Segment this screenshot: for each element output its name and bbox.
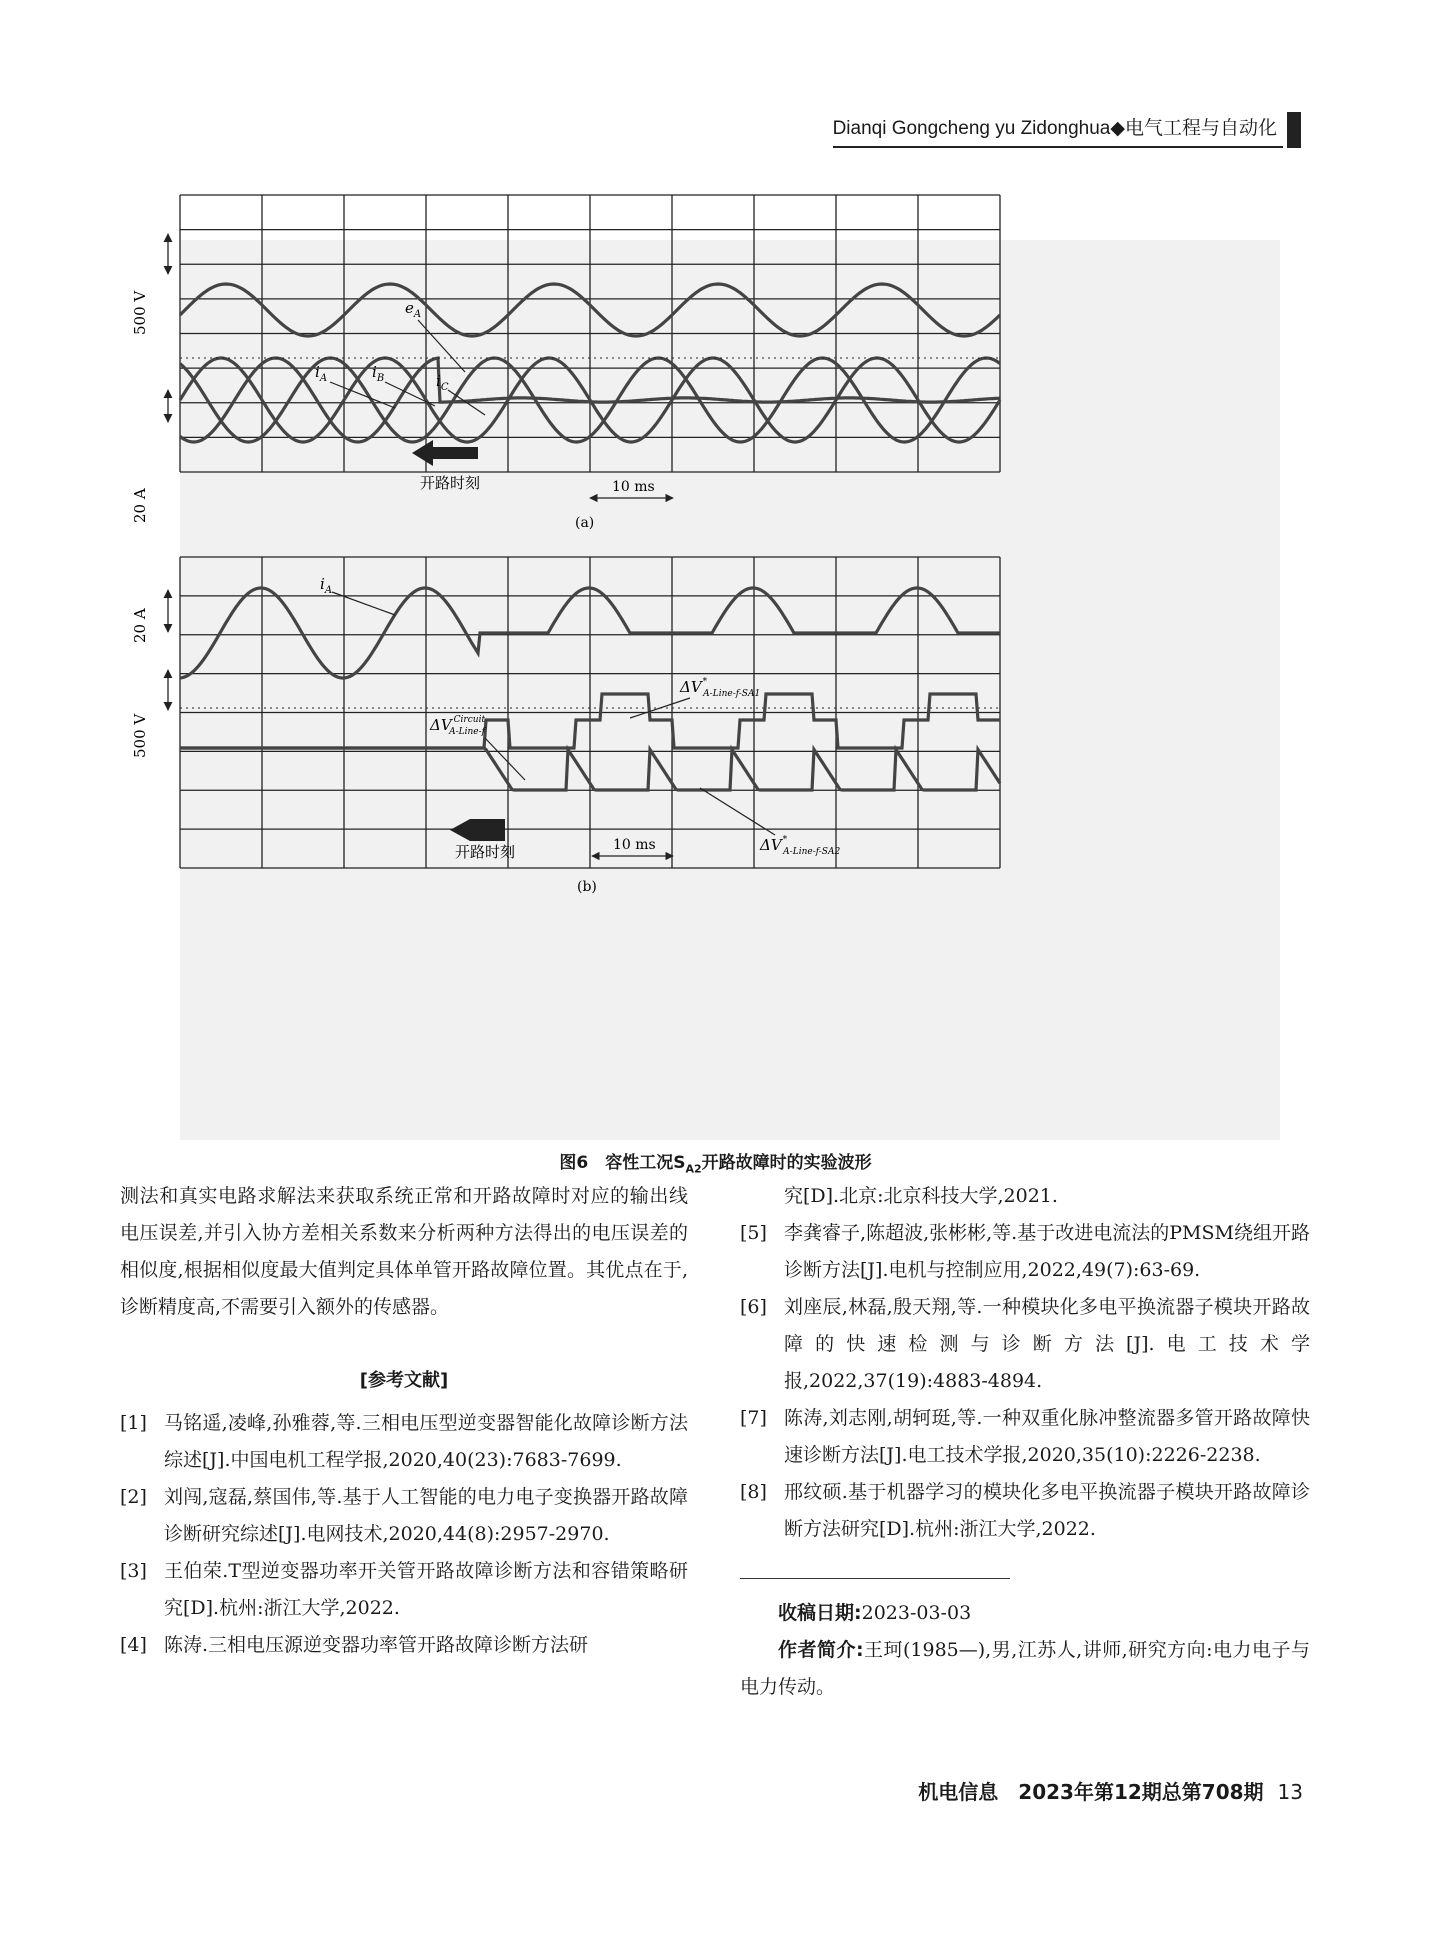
scale-v-a: 500 V	[131, 290, 149, 335]
scale-v-b: 500 V	[131, 713, 149, 758]
reference-text: 陈涛,刘志刚,胡轲珽,等.一种双重化脉冲整流器多管开路故障快速诊断方法[J].电工技术学报,2020,35(10):2226-2238.	[784, 1407, 1310, 1466]
references-heading: [参考文献]	[359, 1370, 449, 1391]
label-iB: $i_B$	[372, 363, 385, 384]
reference-text: 邢纹硕.基于机器学习的模块化多电平换流器子模块开路故障诊断方法研究[D].杭州:浙江大学,2022.	[784, 1481, 1310, 1540]
reference-text: 刘座辰,林磊,殷天翔,等.一种模块化多电平换流器子模块开路故障的快速检测与诊断方法[J].电工技术学报,2022,37(19):4883-4894.	[784, 1296, 1310, 1392]
time-label-b: 10 ms	[613, 837, 656, 853]
reference-item	[120, 1479, 688, 1553]
right-column	[740, 1178, 1310, 1706]
arrow-dv-sa2	[700, 788, 775, 835]
reference-number: [4]	[120, 1634, 147, 1656]
reference-number: [3]	[120, 1560, 147, 1582]
time-label-a: 10 ms	[612, 479, 655, 495]
dv-sa1-label: ΔV* A-Line-f-SA1	[680, 677, 761, 699]
left-column	[120, 1178, 688, 1664]
label-eA: $e_A$	[405, 299, 422, 320]
reference-text: 刘闯,寇磊,蔡国伟,等.基于人工智能的电力电子变换器开路故障诊断研究综述[J].电网技术,2020,44(8):2957-2970.	[164, 1486, 688, 1545]
figure-6	[131, 240, 1280, 1140]
received-date: 收稿日期:2023-03-03	[778, 1602, 972, 1624]
page-footer	[918, 1776, 1303, 1805]
footnote-rule	[740, 1578, 1010, 1579]
sub-label-a: (a)	[575, 515, 595, 531]
fault-label-b: 开路时刻	[455, 843, 516, 861]
reference-item	[120, 1553, 688, 1627]
reference-text: 李龚睿子,陈超波,张彬彬,等.基于改进电流法的PMSM绕组开路诊断方法[J].电机与控制应用,2022,49(7):63-69.	[784, 1222, 1310, 1281]
dv-sa2-label: ΔV* A-Line-f-SA2	[760, 835, 841, 857]
reference-number: [8]	[740, 1481, 767, 1503]
scale-i-b: 20 A	[131, 608, 149, 643]
label-iA: $i_A$	[315, 363, 328, 384]
fault-arrow-a	[412, 440, 478, 466]
label-iA-b: $i_A$	[320, 575, 333, 596]
arrow-dv-sa1	[630, 698, 690, 718]
figure-svg	[131, 240, 1280, 1140]
reference-number: [7]	[740, 1407, 767, 1429]
author-bio: 作者简介:王珂(1985—),男,江苏人,讲师,研究方向:电力电子与电力传动。	[740, 1639, 1310, 1698]
reference-number: [2]	[120, 1486, 147, 1508]
figure-caption: 图6 容性工况$S_{A2}$开路故障时的实验波形	[559, 1153, 872, 1176]
reference-item	[740, 1474, 1310, 1548]
panel-b-grid	[180, 557, 1000, 868]
sub-label-b: (b)	[577, 879, 597, 895]
fault-label-a: 开路时刻	[420, 474, 481, 492]
reference-text: 王伯荣.T型逆变器功率开关管开路故障诊断方法和容错策略研究[D].杭州:浙江大学,2022.	[164, 1560, 688, 1619]
reference-item	[740, 1215, 1310, 1289]
header-text: Dianqi Gongcheng yu Zidonghua◆电气工程与自动化	[833, 113, 1283, 148]
reference-number: [6]	[740, 1296, 767, 1318]
header-bar	[1287, 112, 1301, 148]
scale-i-a: 20 A	[131, 488, 149, 523]
reference-item	[120, 1627, 688, 1664]
body-paragraph: 测法和真实电路求解法来获取系统正常和开路故障时对应的输出线电压误差,并引入协方差相关系数来分析两种方法得出的电压误差的相似度,根据相似度最大值判定具体单管开路故障位置。其优点在于,诊断精度高,不需要引入额外的传感器。	[120, 1185, 688, 1318]
reference-item	[740, 1289, 1310, 1400]
references-left	[120, 1405, 688, 1664]
running-header	[833, 112, 1301, 148]
ref4-continuation: 究[D].北京:北京科技大学,2021.	[784, 1185, 1058, 1207]
reference-item	[120, 1405, 688, 1479]
reference-text: 马铭遥,凌峰,孙雅蓉,等.三相电压型逆变器智能化故障诊断方法综述[J].中国电机工程学报,2020,40(23):7683-7699.	[164, 1412, 688, 1471]
references-right	[740, 1215, 1310, 1548]
label-iC: $i_C$	[436, 372, 449, 393]
reference-number: [5]	[740, 1222, 767, 1244]
dv-circuit-label: ΔV $^{Circuit}$ A-Line-f	[430, 715, 486, 737]
reference-text: 陈涛.三相电压源逆变器功率管开路故障诊断方法研	[164, 1634, 589, 1656]
reference-number: [1]	[120, 1412, 147, 1434]
reference-item	[740, 1400, 1310, 1474]
panel-a-grid	[180, 195, 1000, 472]
footer-journal: 机电信息 2023年第12期总第708期	[918, 1780, 1264, 1804]
page-number: 13	[1277, 1780, 1303, 1804]
fault-arrow-b	[450, 819, 505, 841]
